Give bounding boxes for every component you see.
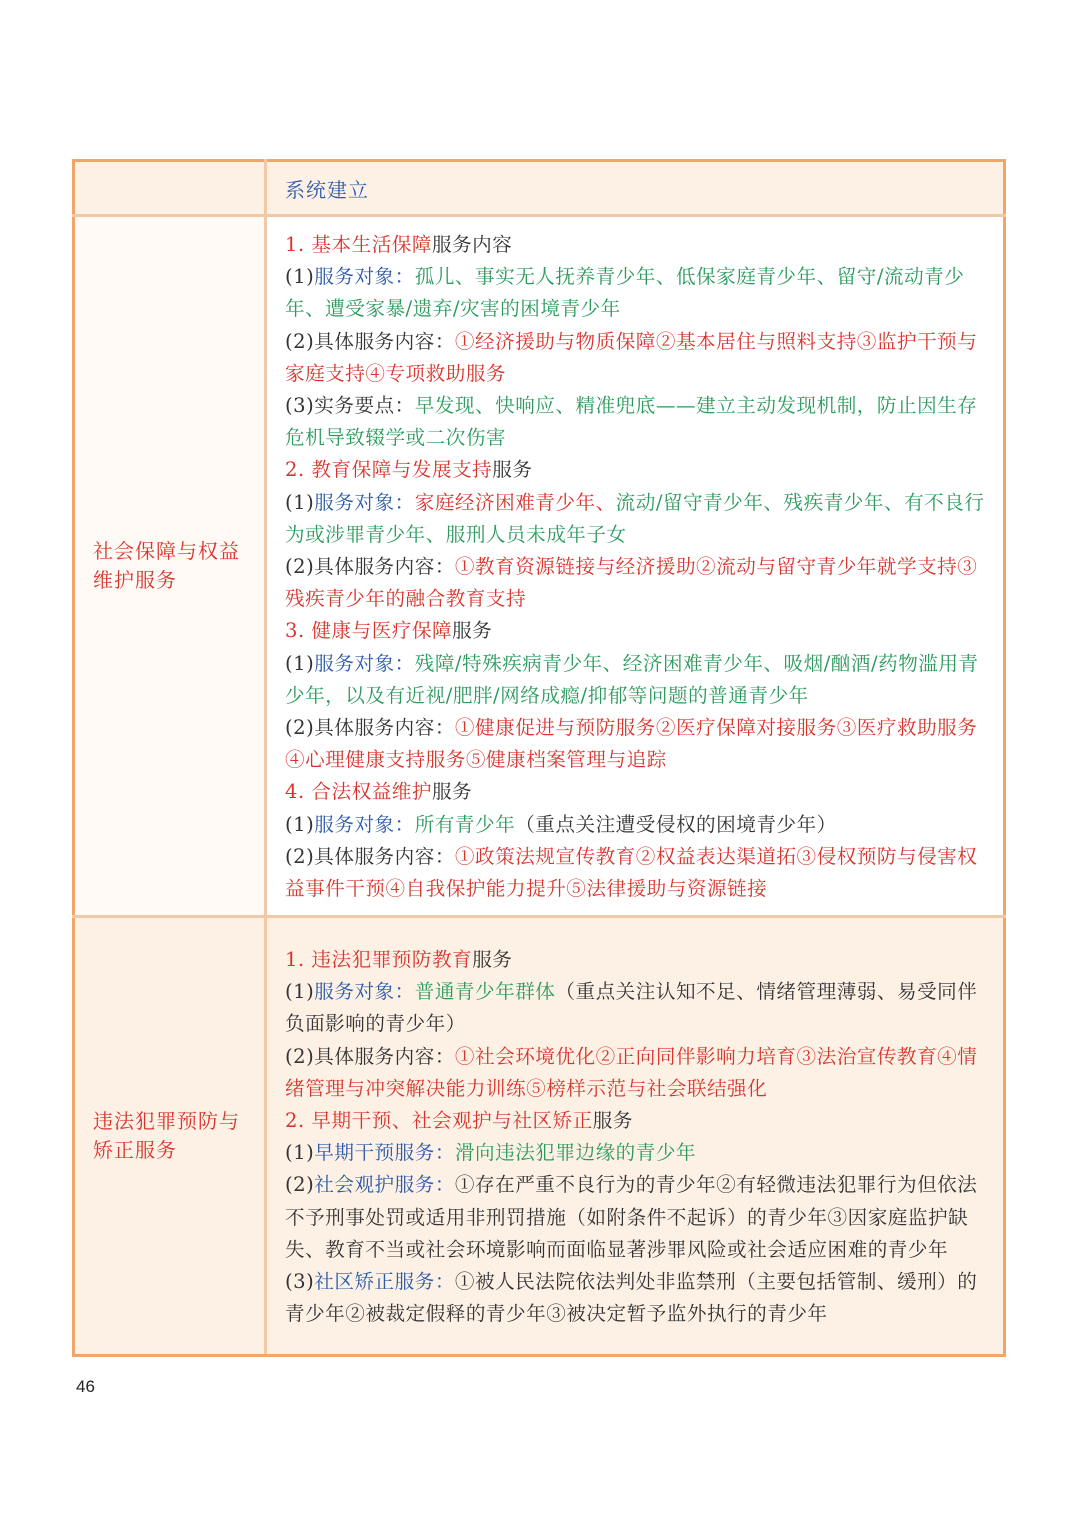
text-segment: (2) — [285, 716, 315, 740]
text-segment: 服务 — [452, 619, 493, 643]
text-segment: (2) — [285, 555, 315, 579]
text-segment: 1. 基本生活保障 — [285, 233, 432, 256]
content-line — [285, 841, 987, 905]
text-segment: (2) — [285, 1173, 315, 1197]
text-segment: 服务内容 — [432, 233, 513, 256]
text-segment: （重点关注认知不足、情绪管理薄弱、易受同伴负面影响的青少年） — [285, 980, 978, 1036]
text-segment: (1) — [285, 980, 315, 1004]
text-segment: 服务对象： — [314, 651, 415, 675]
text-segment: ①教育资源链接与经济援助②流动与留守青少年就学支持③残疾青少年的融合教育支持 — [285, 555, 978, 611]
table-row — [74, 216, 1005, 917]
text-segment: ①经济援助与物质保障②基本居住与照料支持③监护干预与家庭支持④专项救助服务 — [285, 329, 978, 385]
text-segment: 服务对象： — [314, 265, 415, 289]
text-segment: 具体服务内容： — [314, 1044, 455, 1068]
content-line — [285, 551, 987, 615]
text-segment: (2) — [285, 1044, 315, 1068]
text-segment: 所有青少年 — [414, 812, 516, 836]
category-label: 违法犯罪预防与矫正服务 — [93, 1109, 240, 1163]
table-row — [74, 917, 1005, 1356]
text-segment: 社区矫正服务： — [314, 1270, 455, 1294]
text-segment: 服务 — [592, 1109, 633, 1133]
text-segment: 服务 — [472, 948, 513, 972]
text-segment: (1) — [285, 1141, 315, 1165]
content-line — [285, 1105, 987, 1137]
text-segment: ①存在严重不良行为的青少年②有轻微违法犯罪行为但依法不予刑事处罚或适用非刑罚措施（如附条件不起诉）的青少年③因家庭监护缺失、教育不当或社会环境影响而面临显著涉罪风险或社会适应困难的青少年 — [285, 1173, 978, 1261]
text-segment: (1) — [285, 651, 315, 675]
content-line — [285, 1169, 987, 1266]
content-cell — [266, 216, 1005, 917]
text-segment: 具体服务内容： — [314, 844, 455, 868]
text-segment: 实务要点： — [314, 394, 415, 418]
text-segment: 滑向违法犯罪边缘的青少年 — [454, 1141, 697, 1165]
text-segment: 家庭经济困难青少年、 — [414, 490, 616, 514]
content-line — [285, 809, 987, 841]
header-cell-empty — [74, 161, 266, 216]
text-segment: 服务对象： — [314, 980, 415, 1004]
text-segment: 孤儿、事实无人抚养青少年、低保家庭青少年、留守/流动青少年、遭受家暴/遗弃/灾害的困境青少年 — [285, 265, 965, 321]
content-line — [285, 1041, 987, 1105]
content-line — [285, 454, 987, 486]
text-segment: (3) — [285, 1270, 315, 1294]
text-segment: (2) — [285, 329, 315, 353]
content-line — [285, 326, 987, 390]
text-segment: (3) — [285, 394, 315, 418]
content-cell — [266, 917, 1005, 1356]
text-segment: ①社会环境优化②正向同伴影响力培育③法治宣传教育④情绪管理与冲突解决能力训练⑤榜样示范与社会联结强化 — [285, 1044, 978, 1100]
content-line — [285, 648, 987, 712]
category-cell — [74, 216, 266, 917]
content-line — [285, 261, 987, 325]
page-number: 46 — [76, 1377, 95, 1396]
header-label: 系统建立 — [285, 177, 369, 202]
content-line — [285, 390, 987, 454]
text-segment: （重点关注遭受侵权的困境青少年） — [515, 812, 837, 836]
category-cell — [74, 917, 266, 1356]
content-line — [285, 615, 987, 647]
content-line — [285, 1266, 987, 1330]
header-row — [74, 161, 1005, 216]
text-segment: 普通青少年群体 — [414, 980, 556, 1004]
text-segment: 流动/留守青少年、残疾青少年、有不良行为或涉罪青少年、服刑人员未成年子女 — [285, 490, 985, 546]
content-line — [285, 776, 987, 808]
text-segment: 服务 — [492, 458, 533, 482]
content-line — [285, 976, 987, 1040]
text-segment: 4. 合法权益维护 — [285, 780, 432, 804]
text-segment: (1) — [285, 265, 315, 289]
content-block — [267, 217, 1003, 915]
text-segment: 残障/特殊疾病青少年、经济困难青少年、吸烟/酗酒/药物滥用青少年，以及有近视/肥胖/网络成瘾/抑郁等问题的普通青少年 — [285, 651, 979, 707]
text-segment: 早期干预服务： — [314, 1141, 455, 1165]
text-segment: 具体服务内容： — [314, 555, 455, 579]
category-label: 社会保障与权益维护服务 — [93, 539, 240, 593]
text-segment: 3. 健康与医疗保障 — [285, 619, 453, 643]
text-segment: (1) — [285, 812, 315, 836]
content-block — [267, 932, 1003, 1340]
text-segment: 具体服务内容： — [314, 716, 455, 740]
text-segment: 社会观护服务： — [314, 1173, 455, 1197]
text-segment: 具体服务内容： — [314, 329, 455, 353]
content-line — [285, 712, 987, 776]
content-line — [285, 487, 987, 551]
text-segment: 1. 违法犯罪预防教育 — [285, 948, 473, 972]
text-segment: (1) — [285, 490, 315, 514]
text-segment: (2) — [285, 844, 315, 868]
header-cell — [266, 161, 1005, 216]
text-segment: ①健康促进与预防服务②医疗保障对接服务③医疗救助服务④心理健康支持服务⑤健康档案管理与追踪 — [285, 716, 978, 772]
text-segment: ①政策法规宣传教育②权益表达渠道拓③侵权预防与侵害权益事件干预④自我保护能力提升⑤法律援助与资源链接 — [285, 844, 978, 901]
content-line — [285, 944, 987, 976]
text-segment: ①被人民法院依法判处非监禁刑（主要包括管制、缓刑）的青少年②被裁定假释的青少年③被决定暂予监外执行的青少年 — [285, 1270, 978, 1326]
text-segment: 早发现、快响应、精准兜底——建立主动发现机制，防止因生存危机导致辍学或二次伤害 — [285, 394, 978, 450]
content-line — [285, 229, 987, 261]
text-segment: 服务对象： — [314, 812, 415, 836]
text-segment: 服务对象： — [314, 490, 415, 514]
content-line — [285, 1137, 987, 1169]
text-segment: 2. 早期干预、社会观护与社区矫正 — [285, 1109, 593, 1133]
text-segment: 服务 — [432, 780, 473, 804]
text-segment: 2. 教育保障与发展支持 — [285, 458, 493, 482]
service-table — [72, 159, 1006, 1357]
